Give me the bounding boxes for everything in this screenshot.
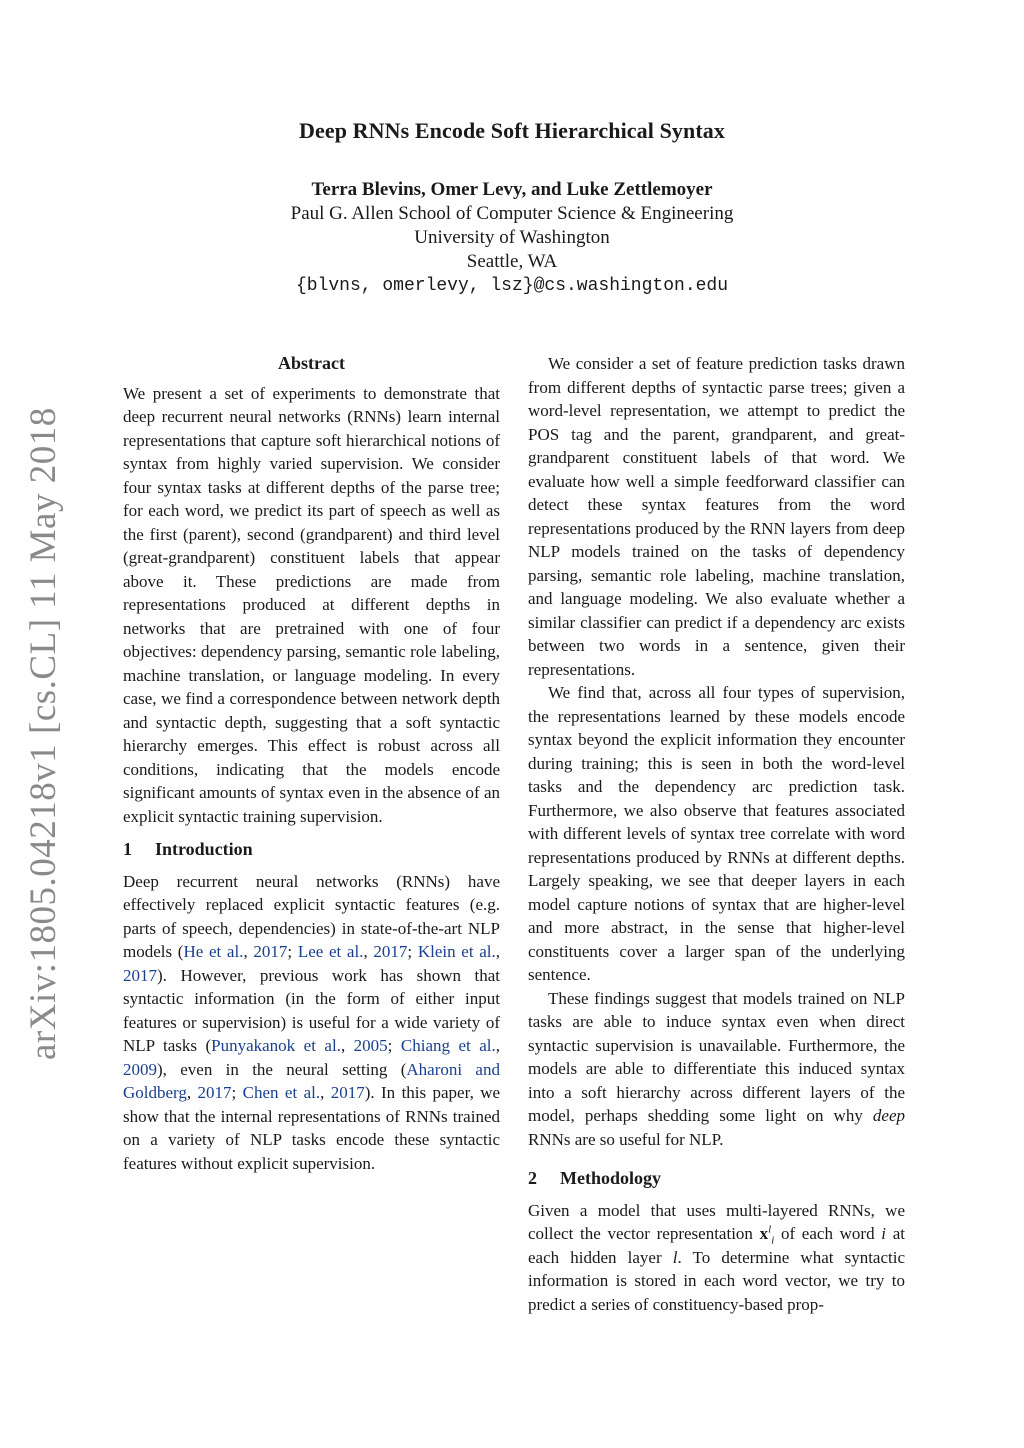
citation-year-klein[interactable]: 2017 <box>123 965 157 985</box>
citation-year-lee[interactable]: 2017 <box>373 942 408 961</box>
author-email: {blvns, omerlevy, lsz}@cs.washington.edu <box>295 276 729 296</box>
section-methodology-heading <box>528 1167 905 1191</box>
section-number: 1 <box>123 839 132 859</box>
emphasis-deep: deep <box>872 1106 905 1125</box>
author-names: Terra Blevins, Omer Levy, and Luke Zettlemoyer <box>311 179 713 200</box>
citation-link-lee[interactable]: Lee et al. <box>297 942 364 961</box>
section-introduction-heading <box>123 838 500 862</box>
vector-subscript: i <box>771 1234 775 1247</box>
intro-paragraph-2: We consider a set of feature prediction tasks drawn from different depths of syntactic parse trees; given a word-level representation, we attempt to predict the POS tag and the parent, grandparent, and great-grandparent constituent labels of that word. We evaluate how well a simple feedforward classifier can detect these syntax features from the word representations produced by the RNN layers from deep NLP models trained on the tasks of dependency parsing, semantic role labeling, machine translation, and language modeling. We also evaluate whether a similar classifier can predict if a dependency arc exists between two words in a sentence, given their representations. <box>528 354 905 679</box>
citation-year-he[interactable]: 2017 <box>253 942 288 961</box>
citation-year-chen[interactable]: 2017 <box>330 1083 365 1102</box>
section-number: 2 <box>528 1168 537 1188</box>
affiliation-line-1: Paul G. Allen School of Computer Science & Engineering <box>290 203 734 224</box>
vector-symbol: x <box>759 1224 769 1243</box>
introduction-paragraph: Deep recurrent neural networks (RNNs) have effectively replaced explicit syntactic features (e.g. parts of speech, dependencies) in state-of-the-art NLP models (He et al., 2017; Lee et al., 2017; Klein et al., 2017). However, previous work has shown that syntactic information (in the form of either input features or supervision) is useful for a wide variety of NLP tasks (Punyakanok et al., 2005; Chiang et al., 2009), even in the neural setting (Aharoni and Goldberg, 2017; Chen et al., 2017). In this paper, we show that the internal representations of RNNs trained on a variety of NLP tasks encode these syntactic features without explicit supervision. <box>123 871 501 1173</box>
citation-link-punyakanok[interactable]: Punyakanok et al. <box>211 1036 341 1055</box>
layer-variable: l <box>672 1247 678 1267</box>
affiliation-line-2: University of Washington <box>414 227 610 248</box>
citation-link-chen[interactable]: Chen et al. <box>242 1083 321 1102</box>
intro-paragraph-3: We find that, across all four types of supervision, the representations learned by these models encode syntax beyond the explicit information they encounter during training; this is seen in both the word-level tasks and the dependency arc prediction task. Furthermore, we also observe that features associated with different levels of syntax tree correlate with word representations produced by RNNs at different depths. Largely speaking, we see that deeper layers in each model capture notions of syntax that are higher-level and more abstract, in the sense that higher-level constituents cover a larger span of the underlying sentence. <box>528 683 905 984</box>
citation-link-chiang[interactable]: Chiang et al. <box>400 1036 496 1055</box>
citation-link-aharoni[interactable]: Aharoni and Goldberg <box>123 1059 500 1102</box>
right-column <box>528 352 905 1316</box>
citation-link-he[interactable]: He et al. <box>183 942 244 961</box>
citation-year-aharoni[interactable]: 2017 <box>197 1083 232 1102</box>
section-title: Methodology <box>560 1168 661 1188</box>
arxiv-identifier: arXiv:1805.04218v1 [cs.CL] 11 May 2018 <box>23 407 64 1060</box>
word-variable: i <box>881 1224 887 1243</box>
citation-year-chiang[interactable]: 2009 <box>123 1059 157 1079</box>
author-block <box>0 178 1024 298</box>
abstract-text: We present a set of experiments to demonstrate that deep recurrent neural networks (RNNs) learn internal representations that capture soft hierarchical notions of syntax from highly varied supervision. We consider four syntax tasks at different depths of the parse tree; for each word, we predict its part of speech as well as the first (parent), second (grandparent) and third level (great-grandparent) constituent labels that appear above it. These predictions are made from representations produced at different depths in networks that are pretrained with one of four objectives: dependency parsing, semantic role labeling, machine translation, or language modeling. In every case, we find a correspondence between network depth and syntactic depth, suggesting that a soft syntactic hierarchy emerges. This effect is robust across all conditions, indicating that the models encode significant amounts of syntax even in the absence of an explicit syntactic training supervision. <box>123 383 500 826</box>
abstract-heading: Abstract <box>278 353 345 373</box>
vector-superscript: l <box>768 1223 772 1236</box>
citation-link-klein[interactable]: Klein et al. <box>417 942 496 961</box>
paper-title: Deep RNNs Encode Soft Hierarchical Syntax <box>299 118 725 143</box>
affiliation-line-3: Seattle, WA <box>466 251 558 272</box>
section-title: Introduction <box>155 839 253 859</box>
citation-year-punyakanok[interactable]: 2005 <box>353 1036 388 1055</box>
intro-paragraph-4: These findings suggest that models trained on NLP tasks are able to induce syntax even when direct syntactic supervision is unavailable. Furthermore, the models are able to differentiate this induced syntax into a soft hierarchy across different layers of the model, perhaps shedding some light on why deep RNNs are so useful for NLP. <box>528 988 905 1149</box>
methodology-paragraph: Given a model that uses multi-layered RNNs, we collect the vector representation $x^l_i$ of each word i at each hidden layer l. To determine what syntactic information is stored in each word vector, we try to predict a series of constituency-based prop- <box>528 1200 905 1314</box>
left-column <box>123 352 500 1175</box>
